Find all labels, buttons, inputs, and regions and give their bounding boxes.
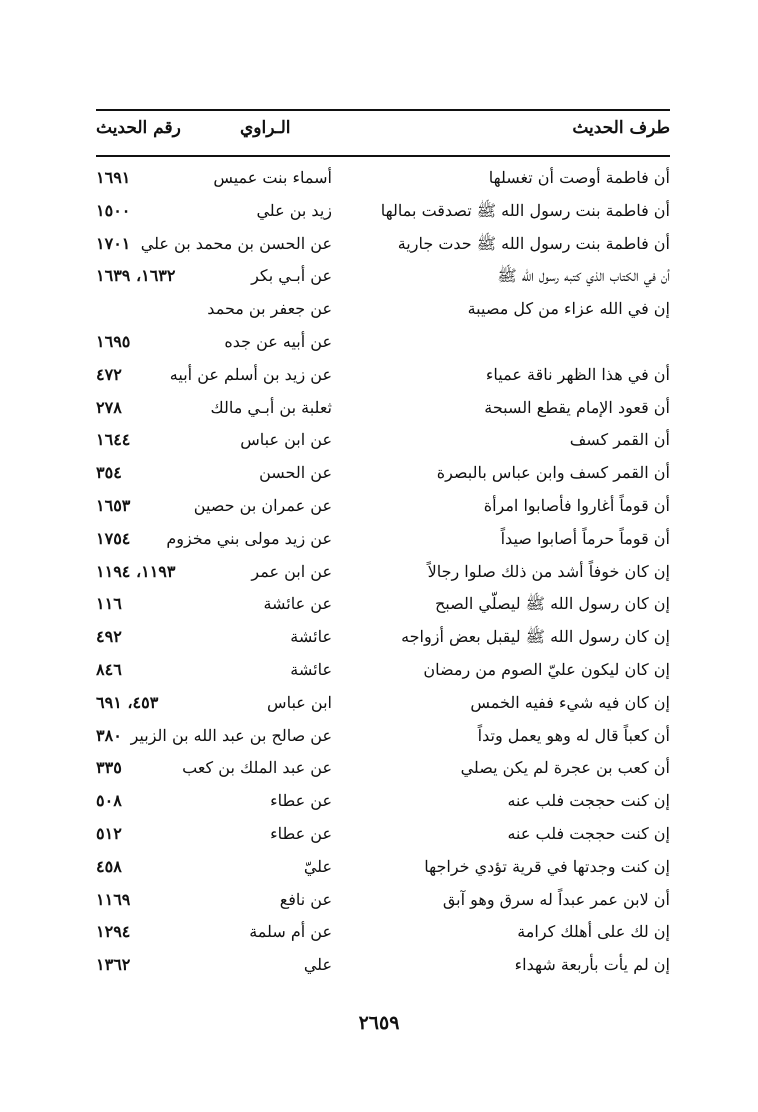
narrator-cell: عليّ (303, 856, 332, 876)
hadith-number-cell: ٣٣٥ (96, 758, 122, 778)
table-row (0, 654, 758, 687)
hadith-number-cell: ١٢٩٤ (96, 922, 131, 942)
hadith-cell: إن كنت حججت فلب عنه (507, 791, 670, 811)
narrator-cell: علي (303, 955, 332, 975)
top-rule (96, 109, 670, 111)
hadith-number-cell: ٢٧٨ (96, 397, 122, 417)
narrator-cell: عن أم سلمة (249, 922, 332, 942)
hadith-number-cell: ٣٨٠ (96, 725, 122, 745)
hadith-cell: إن كنت وجدتها في قرية تؤدي خراجها (424, 856, 670, 876)
page-number: ٢٦٥٩ (358, 1012, 400, 1034)
hadith-number-cell: ١١٦ (96, 594, 122, 614)
table-row (0, 785, 758, 818)
table-row (0, 556, 758, 589)
table-row (0, 884, 758, 917)
hadith-cell: أن فاطمة بنت رسول الله ﷺ حدت جارية (397, 233, 670, 253)
narrator-cell: عائشة (290, 627, 332, 647)
table-row (0, 687, 758, 720)
hadith-cell: أن كعب بن عجرة لم يكن يصلي (460, 758, 670, 778)
table-row (0, 851, 758, 884)
hadith-cell: أن قوماً أغاروا فأصابوا امرأة (483, 495, 670, 515)
table-row (0, 392, 758, 425)
table-row (0, 359, 758, 392)
narrator-cell: عن جعفر بن محمد (207, 299, 332, 319)
table-row (0, 260, 758, 293)
table-row (0, 916, 758, 949)
hadith-cell: إن في الله عزاء من كل مصيبة (467, 299, 670, 319)
hadith-cell: إن كان رسول الله ﷺ ليصلّي الصبح (434, 594, 670, 614)
table-row (0, 752, 758, 785)
hadith-number-cell: ٥١٢ (96, 823, 122, 843)
narrator-cell: عن أبيه عن جده (224, 331, 332, 351)
hadith-number-cell: ١٧٠١ (96, 233, 131, 253)
narrator-cell: ثعلبة بن أبـي مالك (210, 397, 332, 417)
narrator-cell: عن عائشة (263, 594, 332, 614)
hadith-cell: أن القمر كسف وابن عباس بالبصرة (436, 463, 670, 483)
table-row (0, 326, 758, 359)
hadith-cell: إن كان ليكون عليّ الصوم من رمضان (423, 659, 670, 679)
hadith-number-cell: ١٥٠٠ (96, 200, 131, 220)
hadith-number-cell: ١٦٤٤ (96, 430, 131, 450)
table-row (0, 424, 758, 457)
narrator-cell: ابن عباس (267, 692, 332, 712)
hadith-cell: أن في الكتاب الذي كتبه رسول الله ﷺ (497, 266, 670, 286)
hadith-cell: أن لابن عمر عبداً له سرق وهو آبق (442, 889, 670, 909)
hadith-number-cell: ١٣٦٢ (96, 955, 131, 975)
hadith-cell: إن كان فيه شيء ففيه الخمس (470, 692, 670, 712)
hadith-cell: إن كنت حججت فلب عنه (507, 823, 670, 843)
hadith-number-cell: ١٦٩١ (96, 168, 131, 187)
narrator-cell: عن عبد الملك بن كعب (182, 758, 332, 778)
hadith-cell: إن كان خوفاً أشد من ذلك صلوا رجالاً (427, 561, 670, 581)
hadith-number-cell: ٤٧٢ (96, 364, 122, 384)
narrator-cell: عن نافع (279, 889, 332, 909)
narrator-cell: عن عطاء (270, 823, 332, 843)
hadith-number-cell: ١٦٩٥ (96, 331, 131, 351)
table-row (0, 523, 758, 556)
column-header-number: رقم الحديث (96, 118, 181, 138)
narrator-cell: عن ابن عمر (251, 561, 332, 581)
hadith-cell: أن قعود الإمام يقطع السبحة (484, 397, 670, 417)
table-row (0, 228, 758, 261)
hadith-number-cell: ١١٦٩ (96, 889, 131, 909)
narrator-cell: عن ابن عباس (240, 430, 332, 450)
header-rule (96, 155, 670, 157)
table-row (0, 949, 758, 982)
narrator-cell: زيد بن علي (256, 200, 332, 220)
hadith-cell: أن القمر كسف (569, 430, 670, 450)
hadith-number-cell: ٣٥٤ (96, 463, 122, 483)
narrator-cell: عن عمران بن حصين (193, 495, 332, 515)
hadith-number-cell: ٤٥٣، ٦٩١ (96, 692, 159, 712)
table-row (0, 818, 758, 851)
narrator-cell: عن زيد مولى بني مخزوم (166, 528, 332, 548)
hadith-number-cell: ٥٠٨ (96, 791, 122, 811)
hadith-cell: أن فاطمة أوصت أن تغسلها (488, 168, 670, 187)
narrator-cell: أسماء بنت عميس (213, 168, 332, 187)
hadith-number-cell: ١١٩٣، ١١٩٤ (96, 561, 176, 581)
narrator-cell: عن الحسن (259, 463, 332, 483)
column-header-narrator: الـراوي (240, 118, 291, 138)
narrator-cell: عائشة (290, 659, 332, 679)
table-row (0, 588, 758, 621)
table-row (0, 195, 758, 228)
hadith-number-cell: ٨٤٦ (96, 659, 122, 679)
column-header-hadith: طرف الحديث (572, 118, 670, 138)
table-row (0, 293, 758, 326)
hadith-cell: إن كان رسول الله ﷺ ليقبل بعض أزواجه (401, 627, 670, 647)
narrator-cell: عن الحسن بن محمد بن علي (140, 233, 332, 253)
table-row (0, 162, 758, 195)
hadith-number-cell: ١٦٣٢، ١٦٣٩ (96, 266, 176, 286)
hadith-cell: أن فاطمة بنت رسول الله ﷺ تصدقت بمالها (380, 200, 670, 220)
hadith-cell: أن كعباً قال له وهو يعمل وتداً (477, 725, 670, 745)
index-table-body (0, 162, 758, 982)
hadith-cell: أن قوماً حرماً أصابوا صيداً (500, 528, 670, 548)
hadith-cell: أن في هذا الظهر ناقة عمياء (485, 364, 670, 384)
narrator-cell: عن عطاء (270, 791, 332, 811)
table-row (0, 457, 758, 490)
narrator-cell: عن أبـي بكر (251, 266, 332, 286)
narrator-cell: عن زيد بن أسلم عن أبيه (169, 364, 332, 384)
hadith-number-cell: ٤٥٨ (96, 856, 122, 876)
table-row (0, 621, 758, 654)
hadith-cell: إن لم يأت بأربعة شهداء (514, 955, 670, 975)
hadith-number-cell: ١٧٥٤ (96, 528, 131, 548)
table-row (0, 490, 758, 523)
table-row (0, 720, 758, 753)
hadith-number-cell: ٤٩٢ (96, 627, 122, 647)
hadith-number-cell: ١٦٥٣ (96, 495, 131, 515)
hadith-cell: إن لك على أهلك كرامة (517, 922, 670, 942)
narrator-cell: عن صالح بن عبد الله بن الزبير (130, 725, 332, 745)
